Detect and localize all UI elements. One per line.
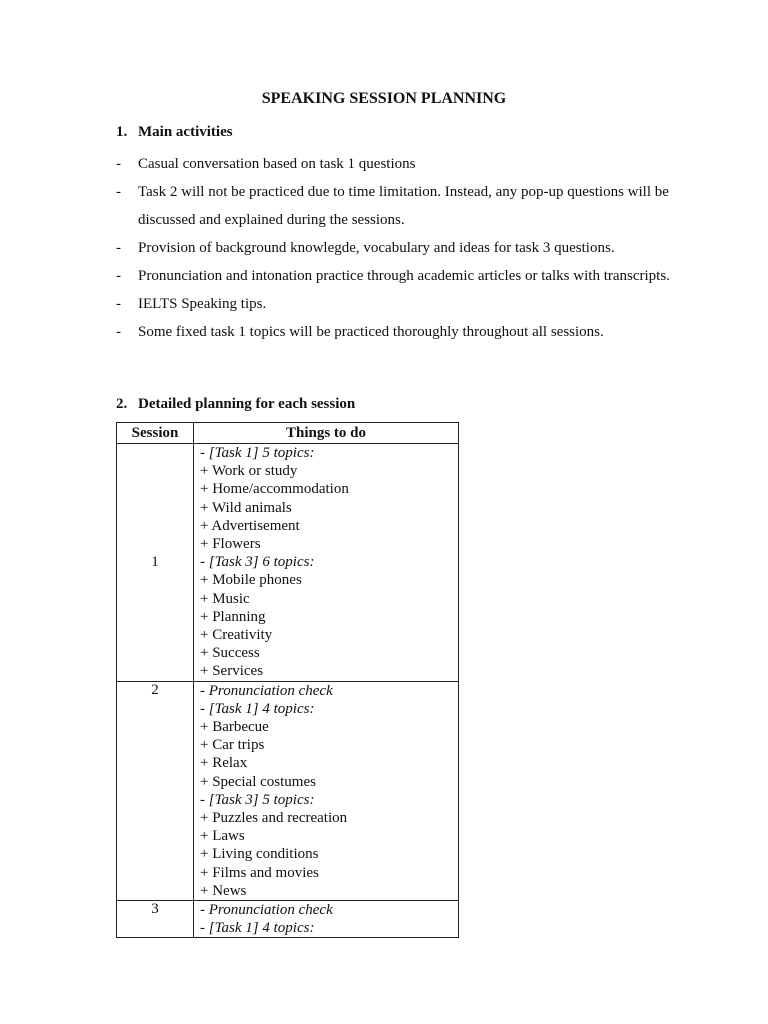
topic-item: + Planning — [200, 608, 266, 625]
topic-item: + Creativity — [200, 627, 273, 644]
session-planning-table — [116, 422, 459, 938]
section-heading-detailed-planning — [116, 394, 355, 414]
topic-item: + Barbecue — [200, 719, 269, 736]
topic-item: + Living conditions — [200, 846, 319, 863]
list-item: - IELTS Speaking tips. — [116, 296, 267, 312]
topic-item: + Car trips — [200, 737, 265, 754]
pronunciation-check: - Pronunciation check — [200, 902, 333, 919]
task-heading: - [Task 3] 5 topics: — [200, 791, 315, 808]
things-to-do-cell — [194, 681, 459, 900]
column-header-things-to-do: Things to do — [194, 423, 459, 444]
topic-item: + Services — [200, 663, 264, 680]
document-title: SPEAKING SESSION PLANNING — [261, 90, 507, 107]
topic-item: + Wild animals — [200, 499, 292, 516]
topic-item: + Laws — [200, 828, 245, 845]
column-header-session: Session — [117, 423, 194, 444]
section-heading-text: Detailed planning for each session — [138, 396, 356, 412]
topic-item: + Puzzles and recreation — [200, 810, 348, 827]
task-heading: - [Task 1] 4 topics: — [200, 700, 315, 717]
topic-item: + Special costumes — [200, 773, 316, 790]
list-item: - Some fixed task 1 topics will be practiced thoroughly throughout all sessions. — [116, 324, 604, 340]
topic-item: + Relax — [200, 755, 248, 772]
session-number-cell: 1 — [117, 444, 194, 682]
table-header-row — [117, 423, 459, 444]
list-item: - Provision of background knowlegde, vocabulary and ideas for task 3 questions. — [116, 240, 615, 256]
topic-item: + Music — [200, 590, 250, 607]
task-heading: - [Task 1] 5 topics: — [200, 445, 315, 461]
things-to-do-cell — [194, 901, 459, 938]
task-heading: - [Task 3] 6 topics: — [200, 554, 315, 571]
task-heading: - [Task 1] 4 topics: — [200, 920, 315, 937]
topic-item: + Advertisement — [200, 517, 300, 534]
section-heading-main-activities — [116, 122, 233, 142]
topic-item: + Mobile phones — [200, 572, 302, 589]
topic-item: + Films and movies — [200, 864, 319, 881]
list-item: - Task 2 will not be practiced due to time limitation. Instead, any pop-up questions will be discussed and explained during the sessions. — [116, 184, 669, 228]
table-row — [117, 901, 459, 938]
session-number-cell: 2 — [117, 681, 194, 900]
table-row — [117, 681, 459, 900]
things-to-do-cell — [194, 444, 459, 682]
section-heading-text: Main activities — [138, 124, 233, 140]
section-number: 2. — [116, 396, 128, 412]
topic-item: + Home/accommodation — [200, 481, 349, 498]
list-item: - Casual conversation based on task 1 questions — [116, 156, 416, 172]
table-row — [117, 444, 459, 682]
list-item: - Pronunciation and intonation practice through academic articles or talks with transcripts. — [116, 268, 670, 284]
main-activities-list — [116, 150, 676, 346]
session-number-cell: 3 — [117, 901, 194, 938]
topic-item: + Success — [200, 645, 260, 662]
topic-item: + Flowers — [200, 536, 261, 553]
section-number: 1. — [116, 124, 128, 140]
pronunciation-check: - Pronunciation check — [200, 682, 333, 699]
topic-item: + News — [200, 882, 247, 899]
topic-item: + Work or study — [200, 463, 298, 480]
